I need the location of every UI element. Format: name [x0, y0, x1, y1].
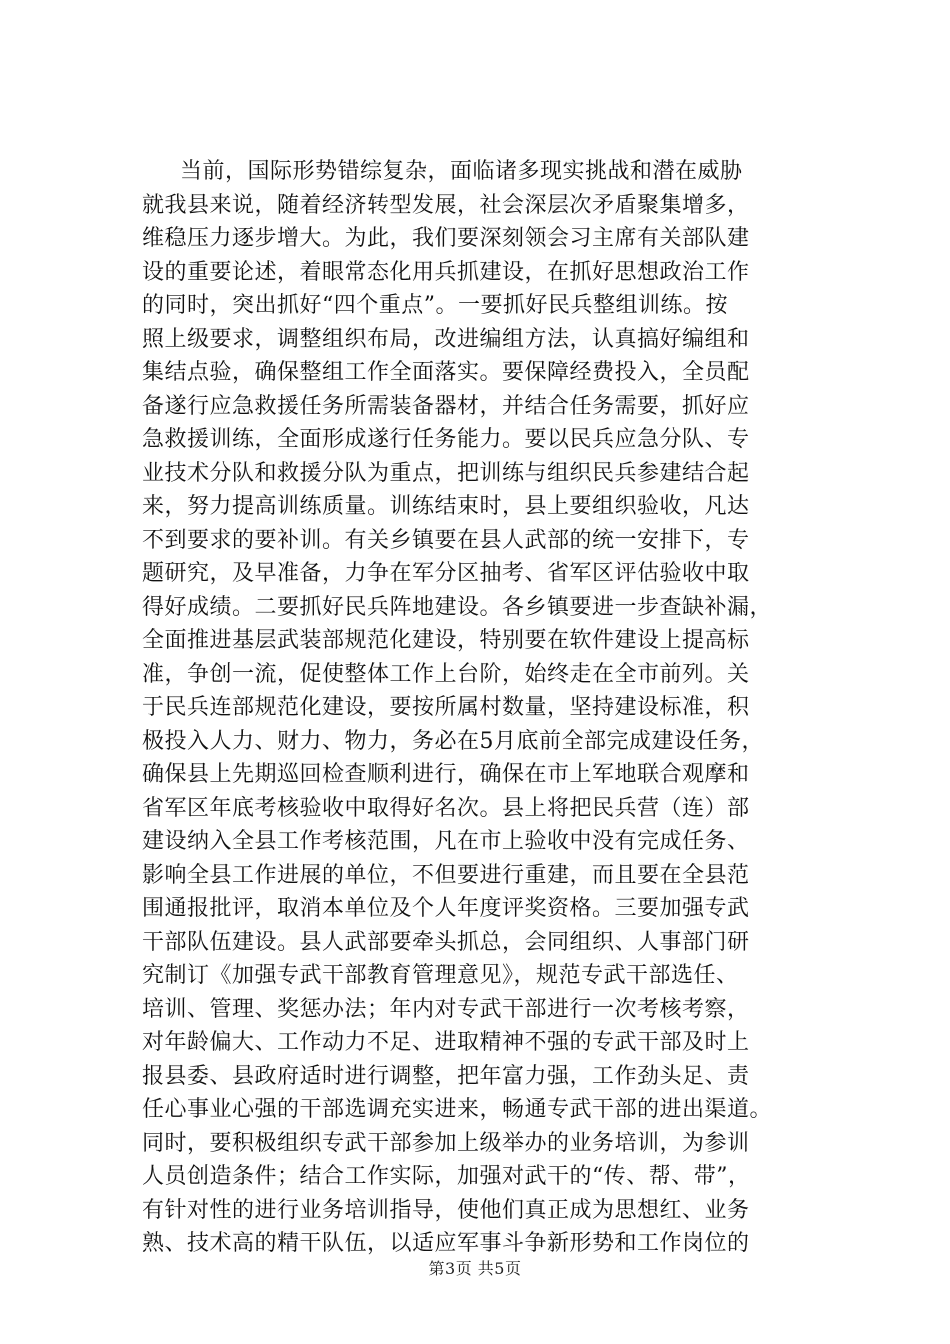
paragraph-line: 照上级要求，调整组织布局，改进编组方法，认真搞好编组和 — [142, 326, 750, 352]
paragraph-line: 当前，国际形势错综复杂，面临诸多现实挑战和潜在威胁 — [180, 159, 743, 184]
paragraph-line: 集结点验，确保整组工作全面落实。要保障经费投入，全员配 — [142, 360, 750, 385]
paragraph-line: 建设纳入全县工作考核范围，凡在市上验收中没有完成任务、 — [142, 829, 750, 854]
paragraph-line: 有针对性的进行业务培训指导，使他们真正成为思想红、业务 — [142, 1197, 750, 1223]
paragraph-line: 题研究，及早准备，力争在军分区抽考、省军区评估验收中取 — [142, 561, 750, 586]
paragraph-line: 准，争创一流，促使整体工作上台阶，始终走在全市前列。关 — [142, 661, 750, 687]
paragraph-line: 干部队伍建设。县人武部要牵头抓总，会同组织、人事部门研 — [142, 929, 750, 955]
paragraph-line: 省军区年底考核验收中取得好名次。县上将把民兵营（连）部 — [142, 795, 750, 821]
paragraph-line: 来，努力提高训练质量。训练结束时，县上要组织验收，凡达 — [142, 494, 750, 519]
paragraph-line: 对年龄偏大、工作动力不足、进取精神不强的专武干部及时上 — [142, 1030, 750, 1055]
paragraph-line: 不到要求的要补训。有关乡镇要在县人武部的统一安排下，专 — [142, 527, 750, 553]
paragraph-line: 得好成绩。二要抓好民兵阵地建设。各乡镇要进一步查缺补漏， — [142, 594, 773, 620]
paragraph-line: 设的重要论述，着眼常态化用兵抓建设，在抓好思想政治工作 — [142, 259, 750, 285]
paragraph-line: 熟、技术高的精干队伍，以适应军事斗争新形势和工作岗位的 — [142, 1231, 750, 1256]
paragraph-line: 于民兵连部规范化建设，要按所属村数量，坚持建设标准，积 — [142, 695, 750, 720]
paragraph-line: 同时，要积极组织专武干部参加上级举办的业务培训，为参训 — [142, 1130, 750, 1156]
paragraph-line: 急救援训练，全面形成遂行任务能力。要以民兵应急分队、专 — [142, 427, 750, 452]
paragraph-line: 报县委、县政府适时进行调整，把年富力强，工作劲头足、责 — [142, 1063, 750, 1089]
paragraph-line: 业技术分队和救援分队为重点，把训练与组织民兵参建结合起 — [142, 460, 750, 486]
paragraph-line: 任心事业心强的干部选调充实进来，畅通专武干部的进出渠道。 — [142, 1097, 773, 1122]
paragraph-line: 影响全县工作进展的单位，不但要进行重建，而且要在全县范 — [142, 862, 750, 888]
paragraph-line: 全面推进基层武装部规范化建设，特别要在软件建设上提高标 — [142, 628, 750, 653]
paragraph-line: 人员创造条件；结合工作实际，加强对武干的“传、帮、带”， — [142, 1164, 751, 1189]
body-paragraph — [142, 155, 842, 1261]
paragraph-line: 确保县上先期巡回检查顺利进行，确保在市上军地联合观摩和 — [142, 762, 750, 787]
paragraph-line: 培训、管理、奖惩办法；年内对专武干部进行一次考核考察， — [142, 996, 750, 1022]
paragraph-line: 的同时，突出抓好“四个重点”。一要抓好民兵整组训练。按 — [142, 293, 728, 318]
paragraph-line: 就我县来说，随着经济转型发展，社会深层次矛盾聚集增多， — [142, 192, 750, 218]
paragraph-line: 究制订《加强专武干部教育管理意见》，规范专武干部选任、 — [142, 963, 739, 988]
paragraph-line: 极投入人力、财力、物力，务必在5月底前全部完成建设任务， — [142, 728, 764, 754]
page-number-footer: 第3页 共5页 — [428, 1259, 522, 1278]
paragraph-line: 围通报批评，取消本单位及个人年度评奖资格。三要加强专武 — [142, 896, 750, 921]
paragraph-line: 备遂行应急救援任务所需装备器材，并结合任务需要，抓好应 — [142, 393, 750, 419]
paragraph-line: 维稳压力逐步增大。为此，我们要深刻领会习主席有关部队建 — [142, 226, 750, 251]
